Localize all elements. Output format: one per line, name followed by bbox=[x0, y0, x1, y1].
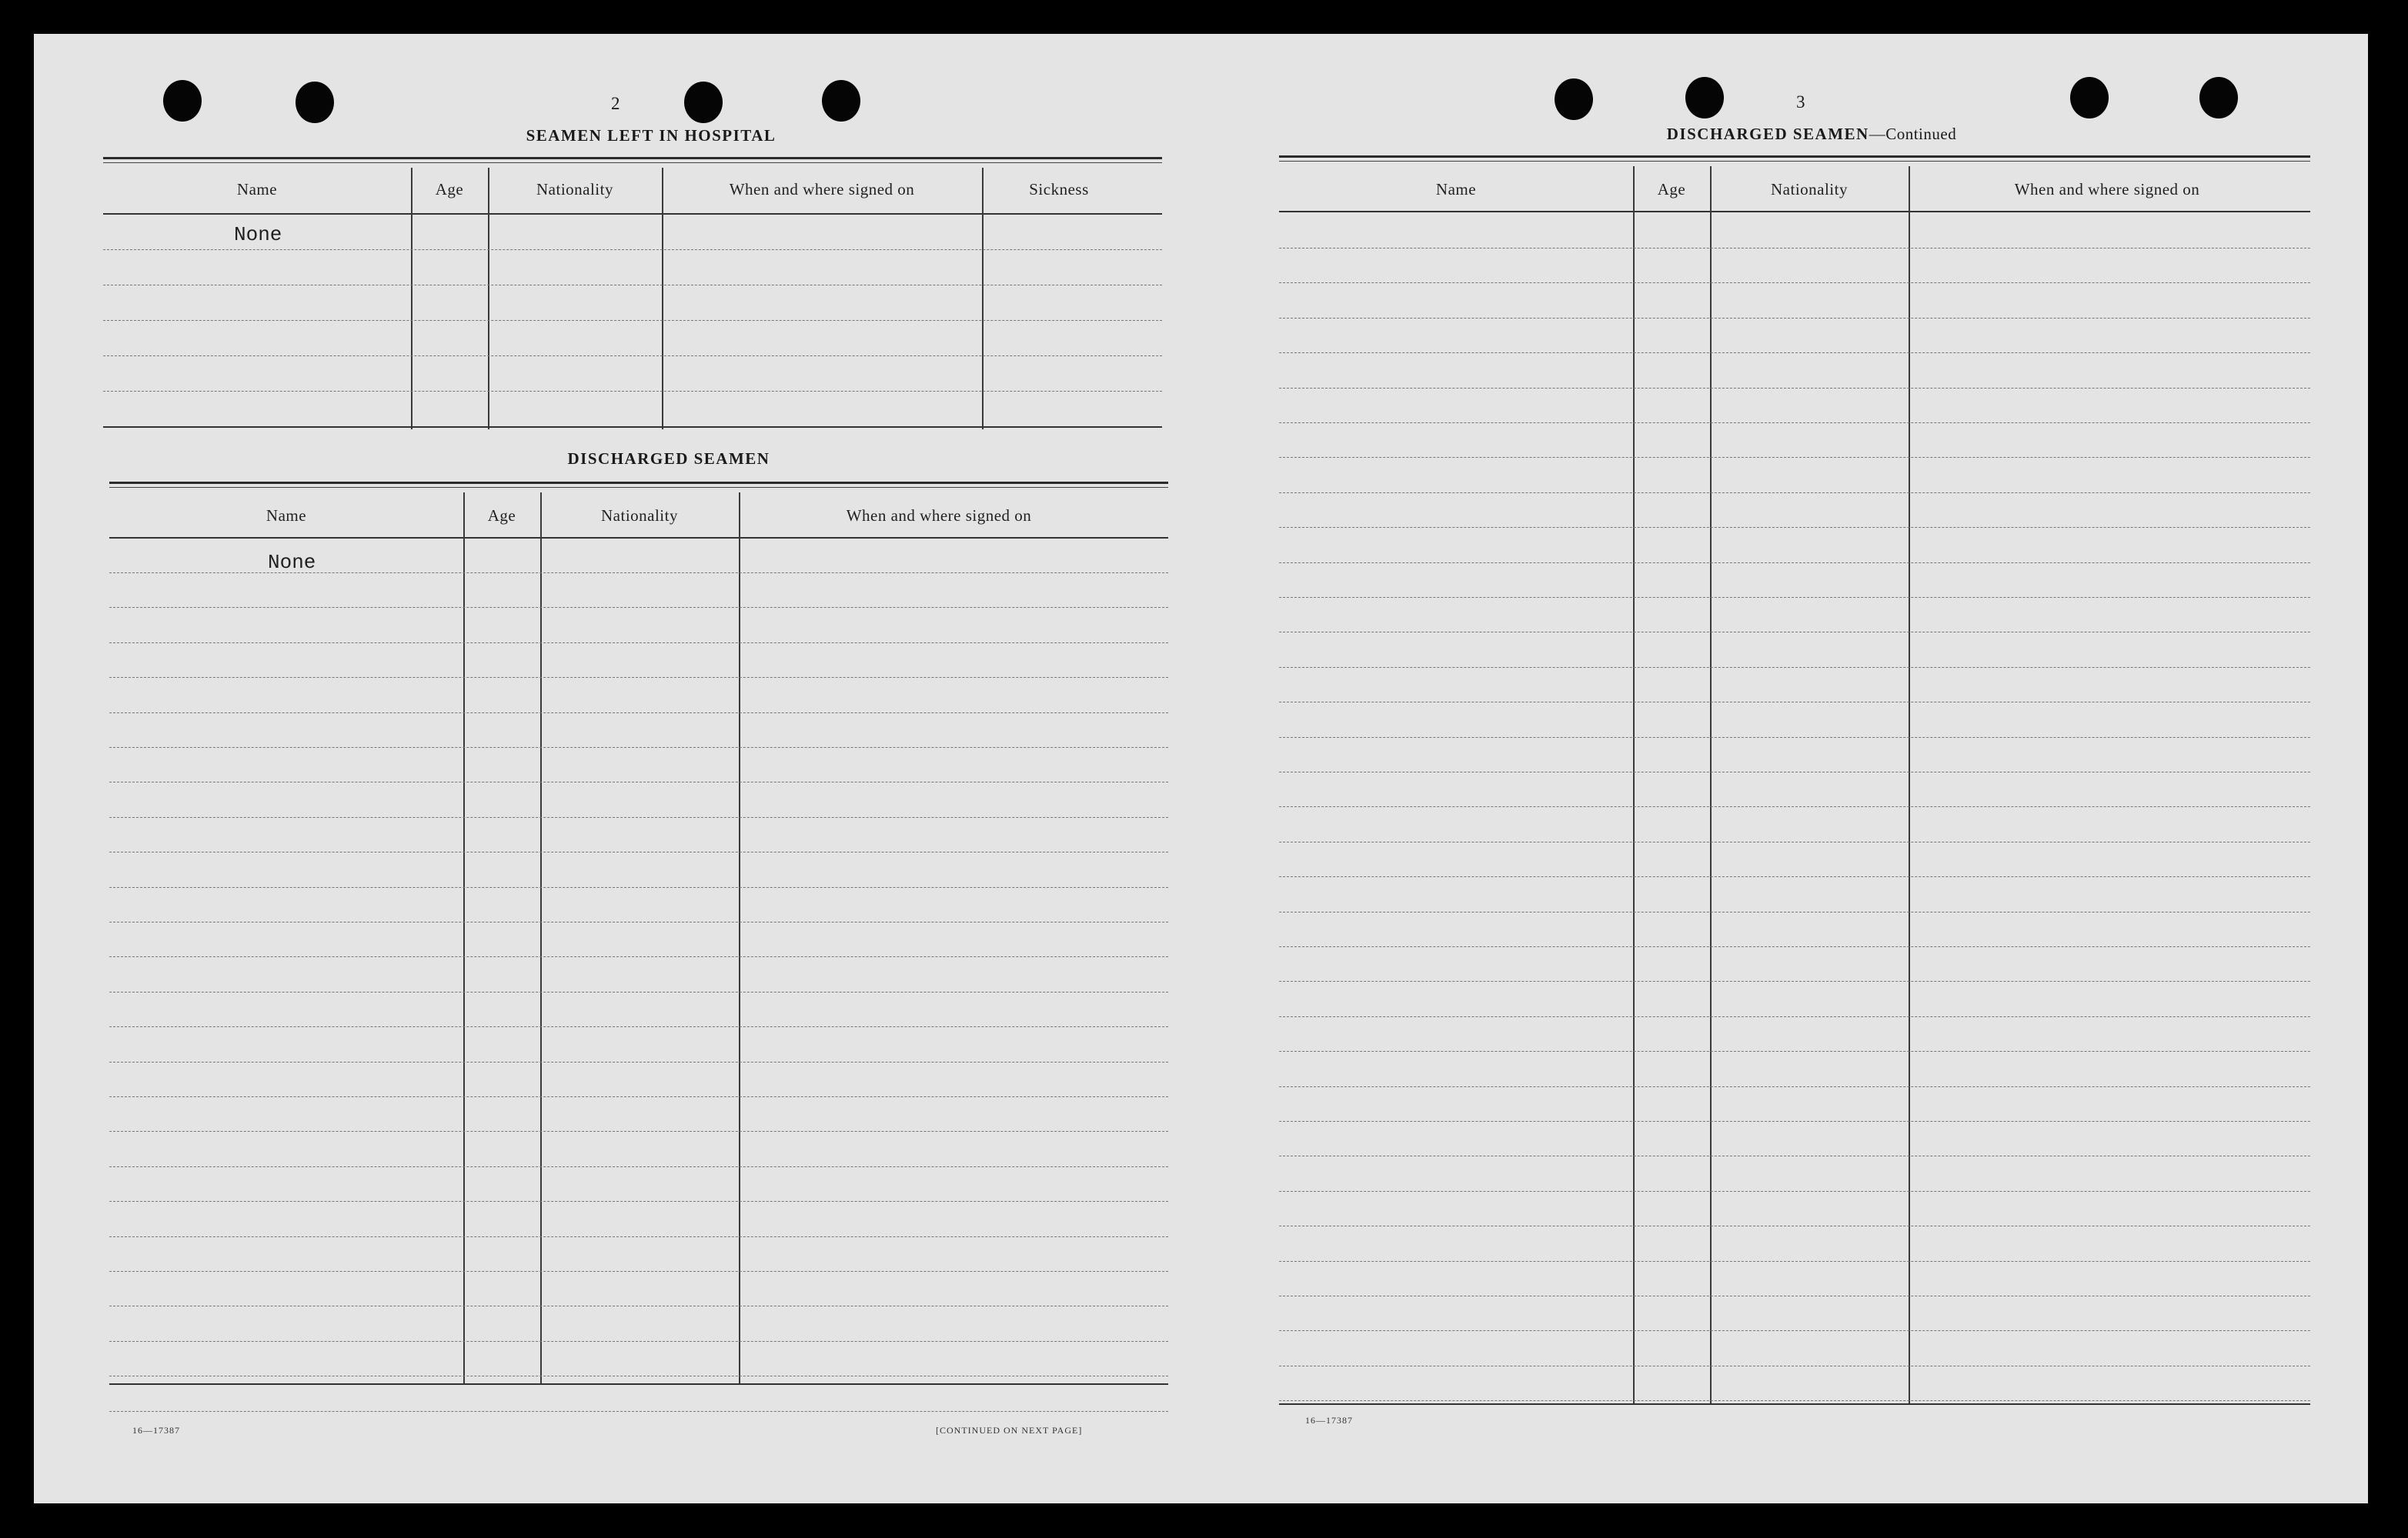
table-cell-name: None bbox=[234, 223, 282, 246]
column-divider bbox=[488, 168, 489, 429]
table-row bbox=[103, 355, 1162, 356]
column-divider bbox=[463, 492, 465, 1385]
table-row bbox=[109, 712, 1168, 713]
table-bottom-rule bbox=[1279, 1403, 2310, 1405]
table-row bbox=[1279, 527, 2310, 528]
table-cell-name: None bbox=[268, 551, 316, 574]
table-bottom-rule bbox=[103, 426, 1162, 428]
table-row bbox=[109, 956, 1168, 957]
table-row bbox=[1279, 492, 2310, 493]
table-row bbox=[1279, 946, 2310, 947]
page-number: 3 bbox=[1796, 92, 1806, 112]
table-row bbox=[109, 1166, 1168, 1167]
double-rule bbox=[109, 487, 1168, 488]
table-row bbox=[109, 677, 1168, 678]
table-row bbox=[1279, 876, 2310, 877]
table-row bbox=[1279, 282, 2310, 283]
table-row bbox=[109, 747, 1168, 748]
table-row bbox=[109, 1341, 1168, 1342]
discharged-continued-table bbox=[1279, 155, 2310, 1448]
column-header-age: Age bbox=[435, 180, 464, 199]
section-title-text: DISCHARGED SEAMEN bbox=[1666, 125, 1869, 143]
table-row bbox=[1279, 1191, 2310, 1192]
table-row bbox=[1279, 388, 2310, 389]
table-row bbox=[1279, 667, 2310, 668]
table-row bbox=[1279, 422, 2310, 423]
table-row bbox=[1279, 352, 2310, 353]
section-title-discharged-continued bbox=[1619, 125, 2004, 144]
table-row bbox=[1279, 1261, 2310, 1262]
hospital-table bbox=[103, 157, 1162, 465]
table-row bbox=[1279, 1121, 2310, 1122]
table-row bbox=[1279, 597, 2310, 598]
table-row bbox=[1279, 1086, 2310, 1087]
table-row bbox=[103, 391, 1162, 392]
table-row bbox=[109, 1096, 1168, 1097]
column-header-sickness: Sickness bbox=[1029, 180, 1089, 199]
table-row bbox=[1279, 457, 2310, 458]
column-header-name: Name bbox=[1435, 180, 1477, 199]
continued-note: [CONTINUED ON NEXT PAGE] bbox=[936, 1425, 1083, 1436]
section-title-hospital: SEAMEN LEFT IN HOSPITAL bbox=[526, 126, 777, 145]
double-rule bbox=[103, 157, 1162, 159]
punch-hole bbox=[1555, 78, 1593, 120]
table-row bbox=[109, 1026, 1168, 1027]
column-header-signed-on: When and where signed on bbox=[846, 506, 1032, 525]
column-header-nationality: Nationality bbox=[536, 180, 613, 199]
column-header-nationality: Nationality bbox=[1771, 180, 1848, 199]
table-row bbox=[1279, 1400, 2310, 1401]
table-row bbox=[109, 817, 1168, 818]
section-title-suffix: —Continued bbox=[1869, 125, 1957, 143]
column-header-name: Name bbox=[236, 180, 278, 199]
table-row bbox=[103, 320, 1162, 321]
table-row bbox=[103, 249, 1162, 250]
column-header-age: Age bbox=[487, 506, 516, 525]
header-rule bbox=[103, 213, 1162, 215]
table-row bbox=[109, 1271, 1168, 1272]
punch-hole bbox=[2199, 77, 2238, 118]
column-divider bbox=[411, 168, 412, 429]
punch-hole bbox=[822, 80, 860, 122]
table-row bbox=[1279, 981, 2310, 982]
column-divider bbox=[982, 168, 984, 429]
double-rule bbox=[1279, 161, 2310, 162]
column-header-signed-on: When and where signed on bbox=[729, 180, 915, 199]
double-rule bbox=[1279, 155, 2310, 158]
table-row bbox=[109, 1062, 1168, 1063]
column-divider bbox=[540, 492, 542, 1385]
column-header-signed-on: When and where signed on bbox=[2014, 180, 2200, 199]
punch-hole bbox=[1685, 77, 1724, 118]
table-row bbox=[1279, 1051, 2310, 1052]
punch-hole bbox=[296, 82, 334, 123]
table-row bbox=[109, 1131, 1168, 1132]
form-number: 16—17387 bbox=[1305, 1415, 1353, 1426]
header-rule bbox=[109, 537, 1168, 539]
double-rule bbox=[109, 482, 1168, 484]
table-row bbox=[1279, 806, 2310, 807]
document-sheet bbox=[34, 34, 2368, 1503]
table-row bbox=[109, 992, 1168, 993]
column-divider bbox=[739, 492, 740, 1385]
table-row bbox=[109, 607, 1168, 608]
punch-hole bbox=[163, 80, 202, 122]
table-row bbox=[1279, 1016, 2310, 1017]
table-row bbox=[109, 642, 1168, 643]
form-number: 16—17387 bbox=[132, 1425, 180, 1436]
table-row bbox=[109, 1236, 1168, 1237]
table-row bbox=[1279, 562, 2310, 563]
table-row bbox=[109, 1411, 1168, 1412]
table-row bbox=[1279, 737, 2310, 738]
discharged-table bbox=[109, 482, 1168, 1451]
table-row bbox=[109, 1201, 1168, 1202]
punch-hole bbox=[2070, 77, 2109, 118]
header-rule bbox=[1279, 211, 2310, 212]
table-row bbox=[1279, 318, 2310, 319]
table-row bbox=[1279, 248, 2310, 249]
column-header-nationality: Nationality bbox=[601, 506, 678, 525]
table-bottom-rule bbox=[109, 1383, 1168, 1385]
column-header-name: Name bbox=[266, 506, 307, 525]
table-row bbox=[1279, 1330, 2310, 1331]
column-header-age: Age bbox=[1657, 180, 1686, 199]
punch-hole bbox=[684, 82, 723, 123]
double-rule bbox=[103, 162, 1162, 163]
page-number: 2 bbox=[611, 94, 621, 113]
column-divider bbox=[662, 168, 663, 429]
section-title-discharged: DISCHARGED SEAMEN bbox=[567, 449, 770, 468]
table-row bbox=[109, 887, 1168, 888]
